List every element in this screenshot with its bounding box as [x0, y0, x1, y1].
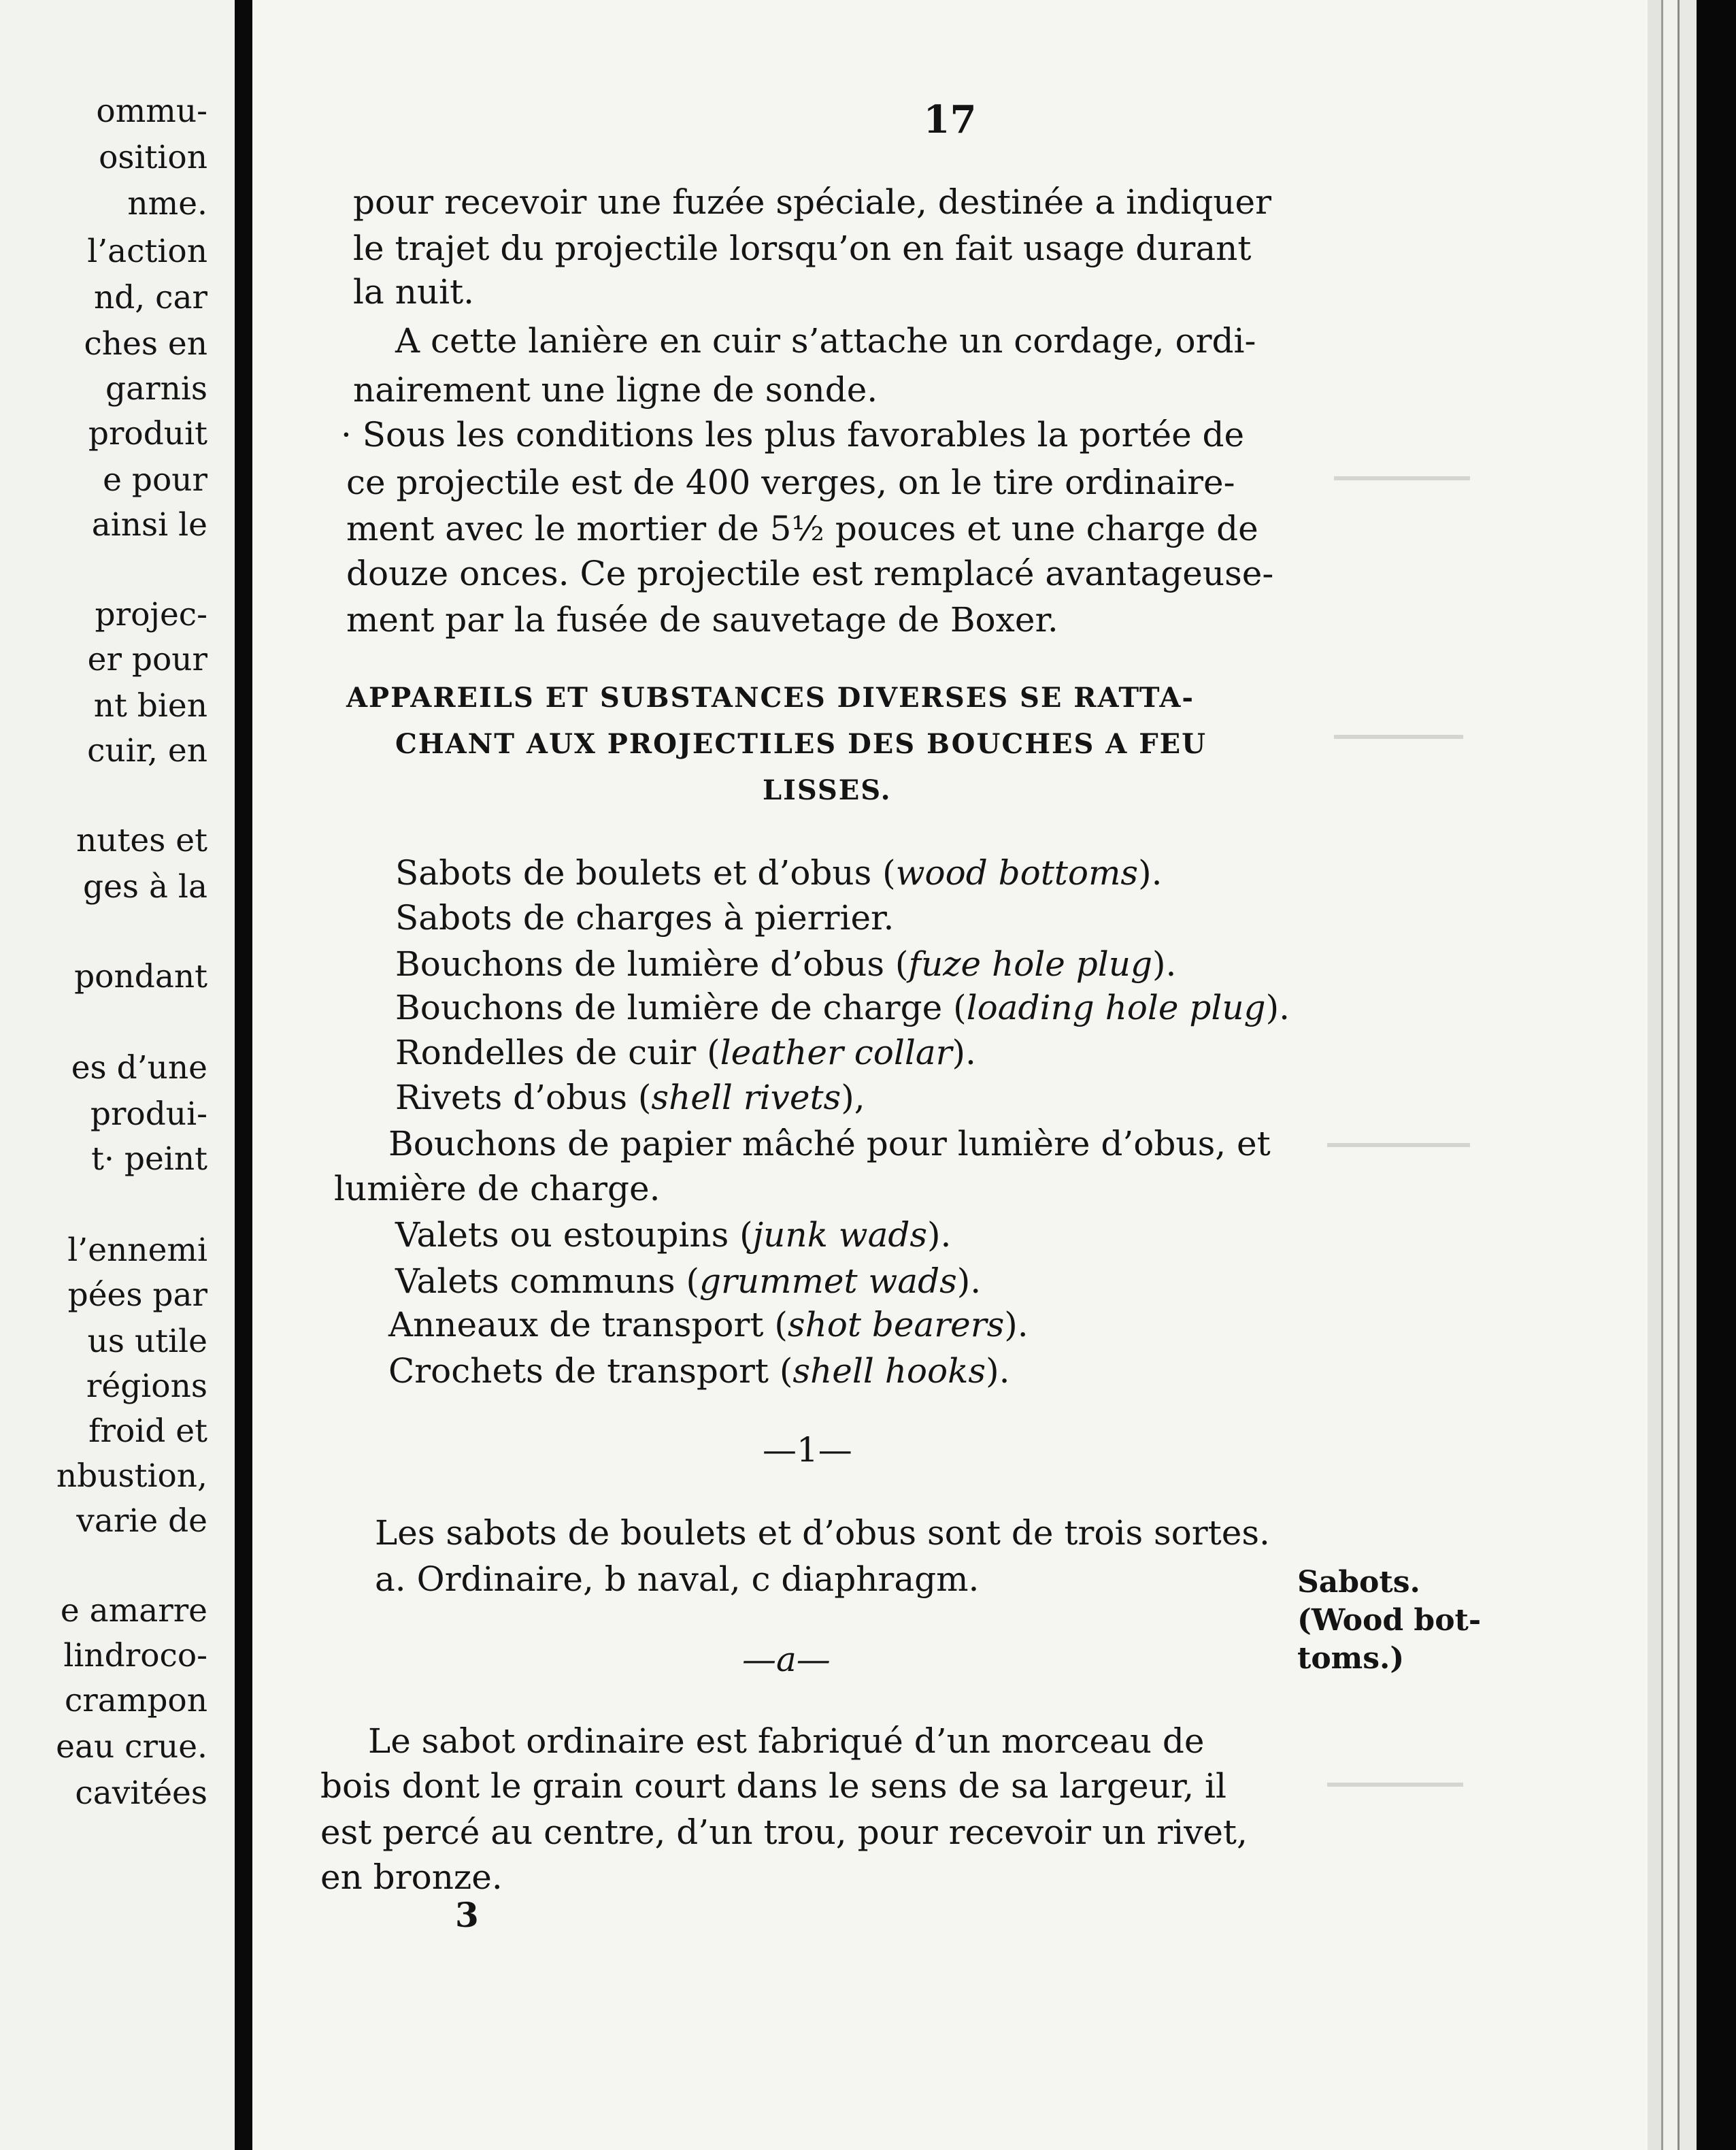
section-one-line-1: Les sabots de boulets et d’obus sont de trois sortes. — [375, 1513, 1270, 1553]
list-item-punctuation: ). — [952, 1033, 976, 1072]
left-page-line: régions — [86, 1368, 207, 1405]
list-item-english-term: shell hooks — [792, 1351, 986, 1391]
bleed-through-mark — [1327, 1783, 1463, 1787]
list-item-punctuation: ). — [956, 1261, 982, 1301]
section-heading-line-2: CHANT AUX PROJECTILES DES BOUCHES A FEU — [395, 728, 1207, 760]
left-page-line: es d’une — [71, 1049, 207, 1087]
section-heading-line-3: LISSES. — [763, 774, 892, 806]
bleed-through-mark — [1334, 476, 1470, 480]
left-page-line: e amarre — [60, 1592, 207, 1630]
left-page-line: nt bien — [93, 687, 207, 725]
list-item-text: Bouchons de lumière de charge ( — [395, 988, 967, 1027]
para3-line-4: douze onces. Ce projectile est remplacé avantageuse- — [346, 554, 1274, 593]
intro-line-2: le trajet du projectile lorsqu’on en fait usage durant — [353, 229, 1252, 268]
list-item-text: Bouchons de papier mâché pour lumière d’obus, et — [388, 1124, 1271, 1163]
list-item — [395, 988, 1290, 1027]
list-item-text: Rondelles de cuir ( — [395, 1033, 720, 1072]
section-a-line-3: est percé au centre, d’un trou, pour recevoir un rivet, — [320, 1813, 1248, 1852]
list-item — [395, 944, 1177, 984]
intro-line-1: pour recevoir une fuzée spéciale, destinée a indiquer — [353, 182, 1271, 222]
left-page-line: projec- — [95, 596, 207, 633]
left-page-line: er pour — [87, 641, 207, 678]
list-item-punctuation: ). — [1265, 988, 1290, 1027]
intro-line-3: la nuit. — [353, 272, 475, 312]
bleed-through-mark — [1334, 735, 1463, 739]
margin-note-line-3: toms.) — [1297, 1641, 1405, 1676]
left-page-line: nme. — [127, 185, 207, 222]
left-page-line: osition — [99, 139, 207, 176]
list-item-punctuation: ). — [927, 1215, 952, 1255]
left-page-line: nd, car — [93, 279, 207, 316]
scan-border — [1697, 0, 1736, 2150]
list-item-english-term: shot bearers — [787, 1305, 1005, 1344]
list-item-english-term: wood bottoms — [895, 853, 1139, 893]
list-item — [395, 1261, 982, 1301]
list-item-text: Valets ou estoupins ( — [395, 1215, 753, 1255]
left-page-line: t· peint — [91, 1140, 207, 1178]
left-page-line: froid et — [88, 1412, 207, 1450]
list-item-english-term: junk wads — [752, 1215, 928, 1255]
left-page-line: cuir, en — [87, 732, 207, 770]
main-page — [252, 0, 1648, 2150]
section-one-line-2: a. Ordinaire, b naval, c diaphragm. — [375, 1559, 980, 1599]
para3-line-3: ment avec le mortier de 5½ pouces et une charge de — [346, 509, 1258, 548]
list-item-english-term: loading hole plug — [966, 988, 1266, 1027]
margin-note-line-2: (Wood bot- — [1297, 1603, 1482, 1638]
left-page-line: nbustion, — [56, 1457, 207, 1495]
list-item — [388, 1351, 1010, 1391]
left-page-line: produit — [88, 415, 207, 452]
margin-note — [1297, 1564, 1481, 1678]
list-item-text: Crochets de transport ( — [388, 1351, 793, 1391]
left-page-line: e pour — [103, 461, 207, 499]
list-item-text: lumière de charge. — [334, 1169, 661, 1208]
list-item-text: Sabots de charges à pierrier. — [395, 898, 895, 938]
left-page-line: l’action — [87, 233, 207, 270]
left-page-line: l’ennemi — [67, 1231, 207, 1269]
list-item-english-term: shell rivets — [651, 1078, 841, 1117]
left-page-line: eau crue. — [56, 1728, 207, 1766]
list-item — [395, 898, 895, 938]
section-heading-line-1: APPAREILS ET SUBSTANCES DIVERSES SE RATTA- — [346, 682, 1195, 714]
list-item — [395, 1215, 952, 1255]
list-item-punctuation: ). — [1152, 944, 1177, 984]
left-page-line: cavitées — [75, 1774, 207, 1812]
para2-line-2: nairement une ligne de sonde. — [353, 370, 878, 410]
list-item-english-term: leather collar — [720, 1033, 952, 1072]
page-edge — [1661, 0, 1680, 2150]
list-item-punctuation: ). — [1004, 1305, 1029, 1344]
left-page-line: varie de — [76, 1502, 207, 1540]
signature-mark: 3 — [455, 1895, 479, 1935]
left-page-line: crampon — [64, 1682, 207, 1719]
section-a-line-1: Le sabot ordinaire est fabriqué d’un morceau de — [368, 1721, 1205, 1761]
list-item-punctuation: ). — [1138, 853, 1163, 893]
left-page-line: ainsi le — [91, 506, 207, 544]
book-gutter — [235, 0, 252, 2150]
section-number-1: —1— — [763, 1430, 852, 1470]
list-item — [388, 1305, 1029, 1344]
para3-line-2: ce projectile est de 400 verges, on le tire ordinaire- — [346, 463, 1235, 502]
section-a-line-4: en bronze. — [320, 1857, 503, 1897]
list-item-english-term: grummet wads — [699, 1261, 957, 1301]
left-page-line: garnis — [105, 370, 207, 408]
left-page-line: ches en — [84, 325, 207, 363]
list-item-text: Sabots de boulets et d’obus ( — [395, 853, 896, 893]
left-page-line: pondant — [74, 958, 207, 995]
page-edge — [1677, 0, 1699, 2150]
left-page-line: pées par — [67, 1276, 207, 1314]
para3-line-5: ment par la fusée de sauvetage de Boxer. — [346, 600, 1058, 640]
left-page-line: produi- — [90, 1095, 207, 1133]
list-item-text: Rivets d’obus ( — [395, 1078, 652, 1117]
bleed-through-mark — [1327, 1143, 1470, 1147]
list-item-english-term: fuze hole plug — [908, 944, 1152, 984]
list-item-text: Bouchons de lumière d’obus ( — [395, 944, 909, 984]
page-number: 17 — [923, 97, 977, 142]
list-item — [395, 1033, 976, 1072]
left-page-line: ges à la — [83, 868, 207, 906]
section-letter-a: —a— — [742, 1640, 831, 1679]
section-a-line-2: bois dont le grain court dans le sens de sa largeur, il — [320, 1766, 1227, 1806]
list-item-text: Anneaux de transport ( — [388, 1305, 788, 1344]
para2-line-1: A cette lanière en cuir s’attache un cordage, ordi- — [395, 321, 1256, 361]
list-item — [395, 853, 1163, 893]
para3-line-1: · Sous les conditions les plus favorables la portée de — [341, 415, 1245, 454]
list-item — [388, 1124, 1271, 1163]
list-item-text: Valets communs ( — [395, 1261, 699, 1301]
left-page-line: us utile — [87, 1323, 207, 1360]
list-item-punctuation: ). — [986, 1351, 1010, 1391]
left-page-fragment — [0, 0, 235, 2150]
left-page-line: nutes et — [76, 822, 207, 859]
list-item — [395, 1078, 865, 1117]
list-item-punctuation: ), — [841, 1078, 865, 1117]
margin-note-line-1: Sabots. — [1297, 1565, 1420, 1600]
page-edge — [1648, 0, 1661, 2150]
left-page-line: lindroco- — [63, 1637, 207, 1674]
list-item — [334, 1169, 661, 1208]
left-page-line: ommu- — [96, 93, 207, 130]
